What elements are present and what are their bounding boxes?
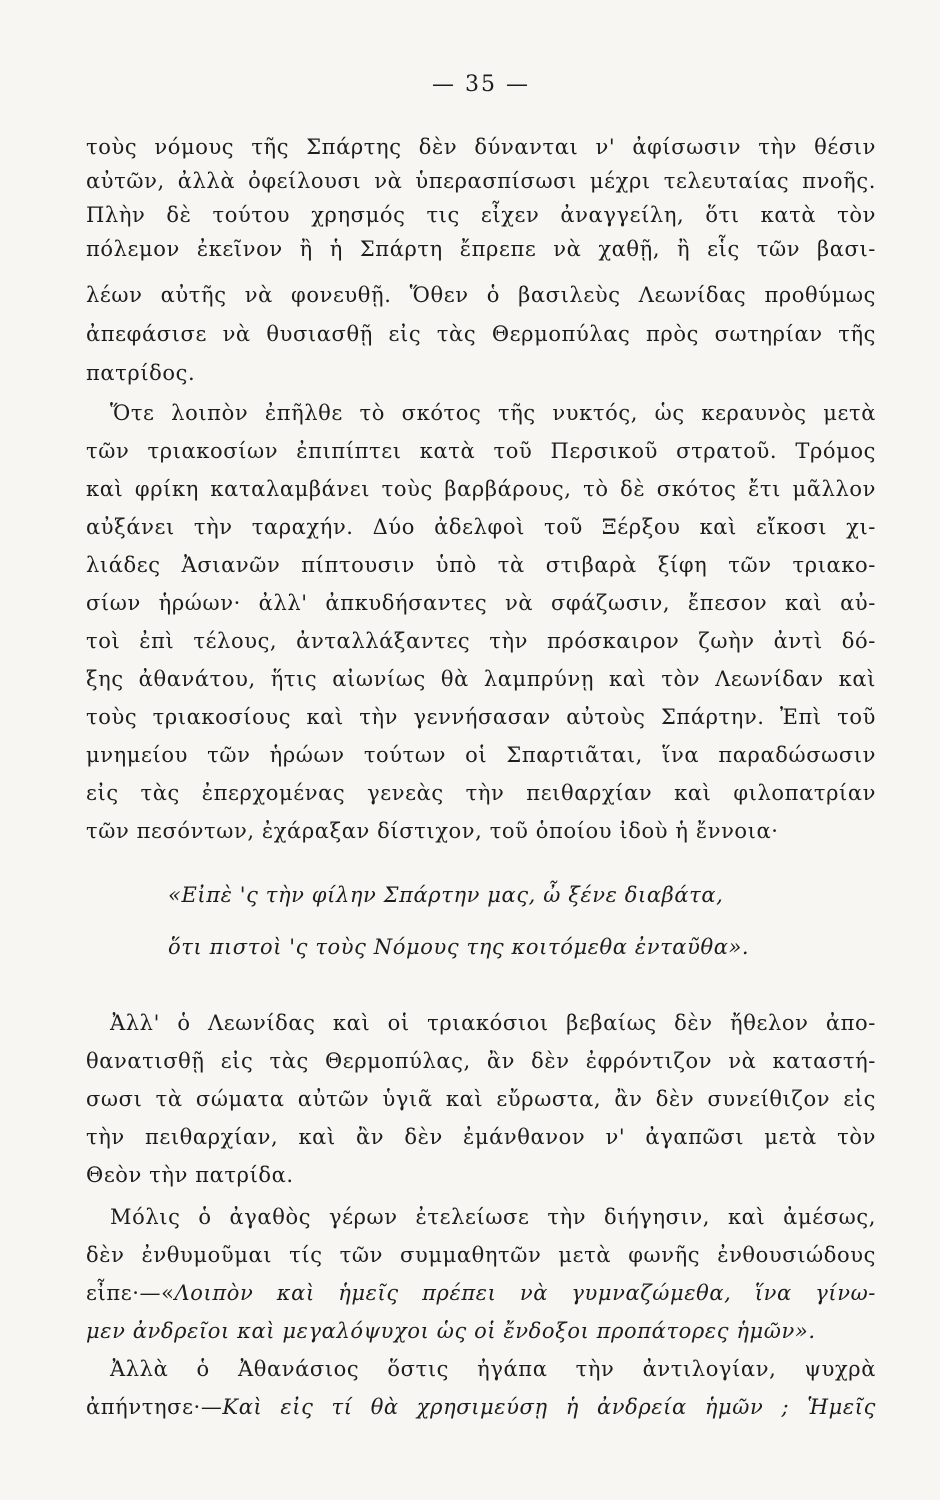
epigram-line: ὅτι πιστοὶ 'ς τοὺς Νόμους της κοιτόμεθα ἐνταῦθα». [168,935,750,959]
book-page [86,0,876,1500]
text-line [86,1276,876,1310]
text-line: τοὺς τριακοσίους καὶ τὴν γεννήσασαν αὐτοὺς Σπάρτην. Ἐπὶ τοῦ [86,705,876,729]
epigram-line: «Εἰπὲ 'ς τὴν φίλην Σπάρτην μας, ὦ ξένε διαβάτα, [168,883,724,907]
text-line: τοὺς νόμους τῆς Σπάρτης δὲν δύνανται ν' ἀφίσωσιν τὴν θέσιν [86,135,876,159]
text-line: λέων αὐτῆς νὰ φονευθῇ. Ὅθεν ὁ βασιλεὺς Λεωνίδας προθύμως [86,283,876,307]
text-line: Θεὸν τὴν πατρίδα. [86,1163,294,1187]
text-line: Πλὴν δὲ τούτου χρησμός τις εἶχεν ἀναγγείλη, ὅτι κατὰ τὸν [86,203,876,227]
text-line: Ὅτε λοιπὸν ἐπῆλθε τὸ σκότος τῆς νυκτός, ὡς κεραυνὸς μετὰ [110,401,876,425]
text-line: τὴν πειθαρχίαν, καὶ ἂν δὲν ἐμάνθανον ν' ἀγαπῶσι μετὰ τὸν [86,1125,876,1149]
text-span-italic: Λοιπὸν καὶ ἡμεῖς πρέπει νὰ γυμναζώμεθα, ἵνα γίνω- [174,1281,876,1305]
text-line: ξης ἀθανάτου, ἥτις αἰωνίως θὰ λαμπρύνῃ καὶ τὸν Λεωνίδαν καὶ [86,667,876,691]
text-line: πόλεμον ἐκεῖνον ἢ ἡ Σπάρτη ἔπρεπε νὰ χαθῇ, ἢ εἷς τῶν βασι- [86,237,876,261]
text-line: ἀπεφάσισε νὰ θυσιασθῇ εἰς τὰς Θερμοπύλας πρὸς σωτηρίαν τῆς [86,322,876,346]
text-line: λιάδες Ἀσιανῶν πίπτουσιν ὑπὸ τὰ στιβαρὰ ξίφη τῶν τριακο- [86,553,876,577]
text-line: αὐτῶν, ἀλλὰ ὀφείλουσι νὰ ὑπερασπίσωσι μέχρι τελευταίας πνοῆς. [86,169,876,193]
text-line: Μόλις ὁ ἀγαθὸς γέρων ἐτελείωσε τὴν διήγησιν, καὶ ἀμέσως, [110,1205,876,1229]
text-line: σίων ἡρώων· ἀλλ' ἀπκυδήσαντες νὰ σφάζωσιν, ἔπεσον καὶ αὐ- [86,591,876,615]
page-number: — 35 — [432,72,530,97]
text-span: εἶπε·—« [86,1281,175,1305]
text-line: σωσι τὰ σώματα αὐτῶν ὑγιᾶ καὶ εὔρωστα, ἂν δὲν συνείθιζον εἰς [86,1087,876,1111]
text-line: πατρίδος. [86,361,196,385]
text-line: δὲν ἐνθυμοῦμαι τίς τῶν συμμαθητῶν μετὰ φωνῆς ἐνθουσιώδους [86,1243,876,1267]
text-span-italic: Καὶ εἰς τί θὰ χρησιμεύσῃ ἡ ἀνδρεία ἡμῶν ; Ἡμεῖς [222,1395,876,1419]
text-line: εἰς τὰς ἐπερχομένας γενεὰς τὴν πειθαρχίαν καὶ φιλοπατρίαν [86,781,876,805]
text-line: καὶ φρίκη καταλαμβάνει τοὺς βαρβάρους, τὸ δὲ σκότος ἔτι μᾶλλον [86,477,876,501]
text-line: τῶν τριακοσίων ἐπιπίπτει κατὰ τοῦ Περσικοῦ στρατοῦ. Τρόμος [86,439,876,463]
text-line: αὐξάνει τὴν ταραχήν. Δύο ἀδελφοὶ τοῦ Ξέρξου καὶ εἴκοσι χι- [86,515,876,539]
text-line: τοὶ ἐπὶ τέλους, ἀνταλλάξαντες τὴν πρόσκαιρον ζωὴν ἀντὶ δό- [86,629,876,653]
text-line: θανατισθῇ εἰς τὰς Θερμοπύλας, ἂν δὲν ἐφρόντιζον νὰ καταστή- [86,1049,876,1073]
text-line: μεν ἀνδρεῖοι καὶ μεγαλόψυχοι ὡς οἱ ἔνδοξοι προπάτορες ἡμῶν». [86,1319,816,1343]
text-line: μνημείου τῶν ἡρώων τούτων οἱ Σπαρτιᾶται, ἵνα παραδώσωσιν [86,743,876,767]
text-line: τῶν πεσόντων, ἐχάραξαν δίστιχον, τοῦ ὁποίου ἰδοὺ ἡ ἔννοια· [86,819,779,843]
text-span: ἀπήντησε·— [86,1395,223,1419]
text-line [86,1390,876,1424]
text-line: Ἀλλὰ ὁ Ἀθανάσιος ὅστις ἠγάπα τὴν ἀντιλογίαν, ψυχρὰ [110,1357,876,1381]
text-line: Ἀλλ' ὁ Λεωνίδας καὶ οἱ τριακόσιοι βεβαίως δὲν ἤθελον ἀπο- [110,1011,876,1035]
